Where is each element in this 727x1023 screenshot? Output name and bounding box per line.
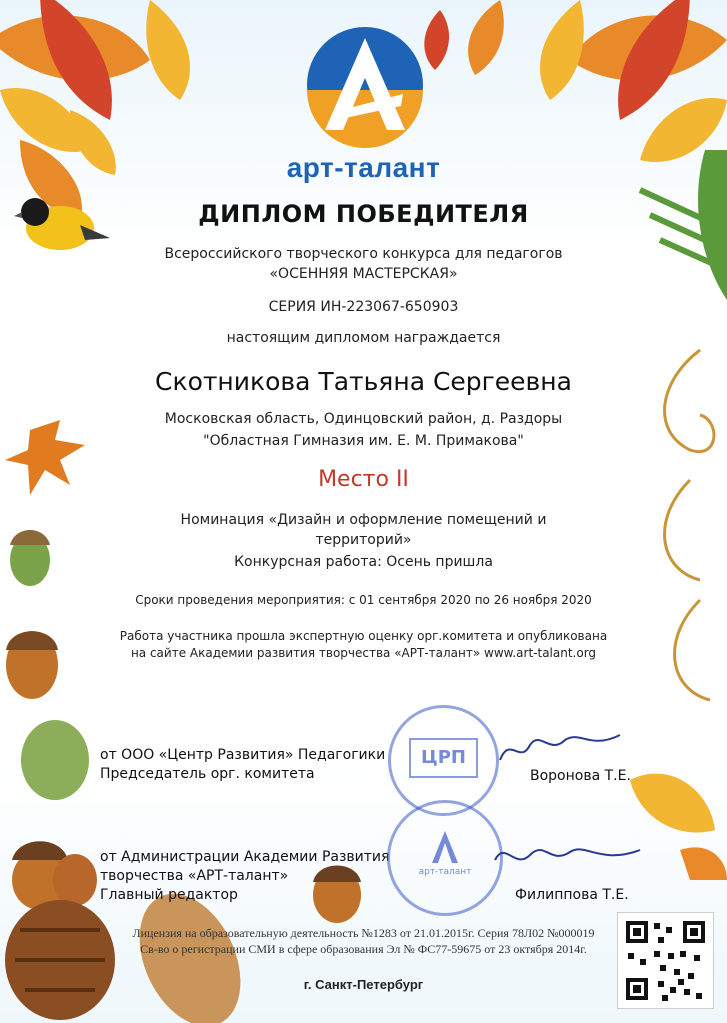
diploma-title: ДИПЛОМ ПОБЕДИТЕЛЯ	[198, 200, 529, 228]
city: г. Санкт-Петербург	[303, 977, 424, 992]
acorn-icon	[6, 530, 97, 910]
review-line-1: Работа участника прошла экспертную оценку орг.комитета и опубликована	[119, 629, 608, 643]
nomination-line-2: территорий»	[315, 532, 412, 548]
leaf-icon	[0, 0, 190, 220]
recipient-name: Скотникова Татьяна Сергеевна	[155, 367, 572, 396]
event-dates: Сроки проведения мероприятия: с 01 сентября 2020 по 26 ноября 2020	[135, 593, 592, 607]
stamp-art-talant-label: арт-талант	[418, 867, 472, 877]
location-line-2: "Областная Гимназия им. Е. М. Примакова"	[203, 433, 524, 449]
place-award: Место II	[318, 467, 409, 492]
signatory-1-block	[100, 746, 385, 784]
signatory-1-org: от ООО «Центр Развития» Педагогики	[100, 747, 386, 763]
review-line-2: на сайте Академии развития творчества «АРТ-талант» www.art-talant.org	[130, 646, 597, 660]
location-line-1: Московская область, Одинцовский район, д. Раздоры	[164, 411, 563, 427]
series-number: СЕРИЯ ИН-223067-650903	[268, 299, 459, 315]
signatory-2-role: Главный редактор	[100, 887, 238, 903]
signatory-2-name: Филиппова Т.Е.	[515, 887, 629, 903]
stamp-crp-label: ЦРП	[409, 738, 478, 778]
awarded-text: настоящим дипломом награждается	[226, 330, 501, 346]
signatory-2-block	[100, 848, 389, 905]
signatory-2-org-cont: творчества «АРТ-талант»	[100, 868, 289, 884]
smi-registration-text: Св-во о регистрации СМИ в сфере образования Эл № ФС77-59675 от 23 октября 2014г.	[140, 942, 587, 956]
contest-line-2: «ОСЕННЯЯ МАСТЕРСКАЯ»	[269, 266, 458, 282]
contest-line-1: Всероссийского творческого конкурса для педагогов	[164, 246, 563, 262]
license-text: Лицензия на образовательную деятельность №1283 от 21.01.2015г. Серия 78Л02 №000019	[132, 926, 595, 940]
qr-code-icon	[618, 913, 713, 1008]
signatory-1-role: Председатель орг. комитета	[100, 766, 315, 782]
stamp-logo-icon	[428, 829, 462, 865]
nomination-line-1: Номинация «Дизайн и оформление помещений и	[180, 512, 547, 528]
signatory-1-name: Воронова Т.Е.	[530, 768, 631, 784]
stamp-art-talant	[387, 800, 503, 916]
contest-work: Конкурсная работа: Осень пришла	[234, 554, 493, 570]
qr-code[interactable]	[617, 912, 714, 1009]
signatory-2-org: от Администрации Академии Развития	[100, 849, 390, 865]
brand-name: арт-талант	[286, 152, 441, 183]
signature-filippova	[490, 830, 650, 885]
